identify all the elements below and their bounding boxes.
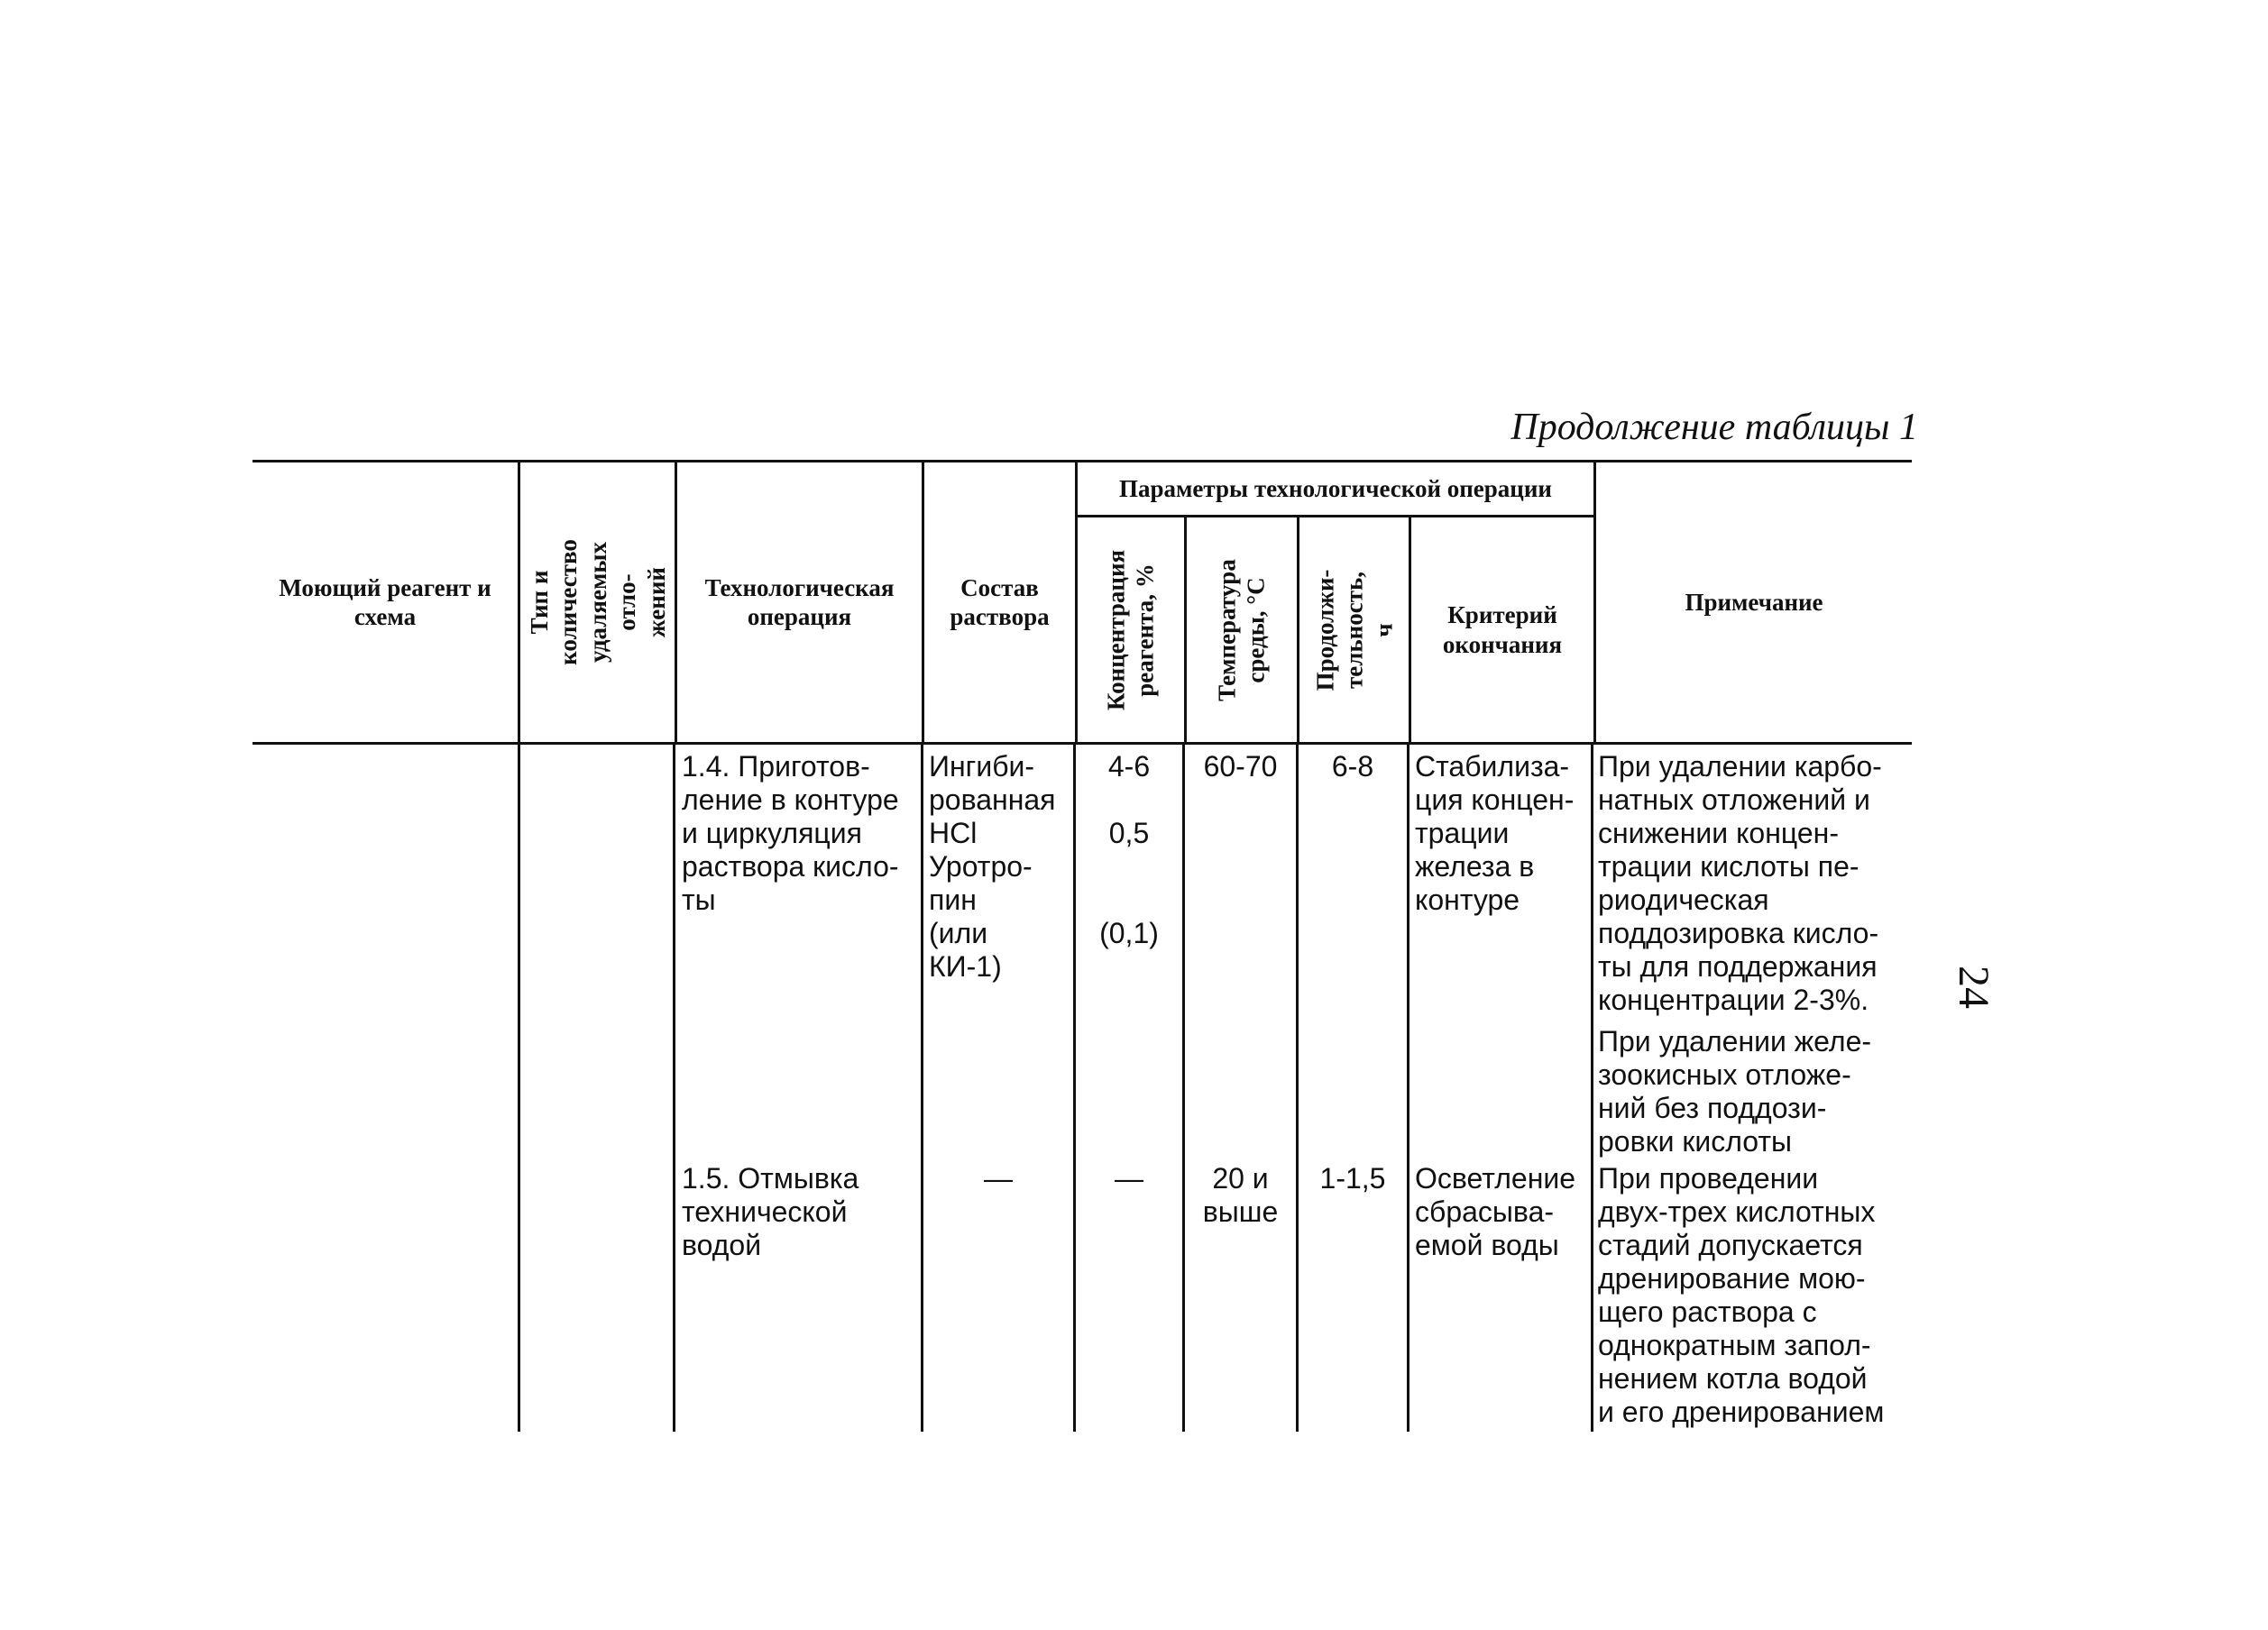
header-solution: [924, 462, 1075, 742]
row1-note-1: При удалении карбо- натных отложений и снижении концен- трации кислоты пе- риодическая поддозировка кисло- ты для поддержания концентрации 2-3%.: [1598, 750, 1882, 1016]
row1-operation: 1.4. Приготов- ление в контуре и циркуляция раствора кисло- ты: [682, 750, 899, 916]
header-reagent-label: Моющий реагент и схема: [279, 573, 491, 630]
header-criterion-label: Критерий окончания: [1442, 601, 1563, 658]
row1-concentration: 4-6 0,5 (0,1): [1099, 750, 1159, 949]
body-divider-7: [1407, 745, 1409, 1432]
row2-duration: 1-1,5: [1319, 1162, 1386, 1195]
row2-concentration: —: [1115, 1162, 1143, 1195]
row2-temperature: 20 и выше: [1202, 1162, 1279, 1228]
row1-criterion: Стабилиза- ция концен- трации железа в контуре: [1415, 750, 1575, 916]
header-concentration-label: Концентрация реагента, %: [1102, 549, 1159, 710]
row2-operation: 1.5. Отмывка технической водой: [682, 1162, 859, 1261]
body-divider-6: [1296, 745, 1299, 1432]
header-params-group-label: Параметры технологической операции: [1119, 474, 1552, 502]
header-bottom-rule: [253, 742, 1912, 745]
header-solution-label: Состав раствора: [950, 573, 1050, 630]
header-operation-label: Технологическая операция: [704, 573, 895, 630]
header-deposits: [520, 462, 675, 742]
row2-criterion: Осветление сбрасыва- емой воды: [1415, 1162, 1576, 1261]
header-temperature-label: Температура среды, °С: [1213, 558, 1270, 701]
row1-note-2: При удалении желе- зоокисных отложе- ний без поддози- ровки кислоты: [1598, 1025, 1872, 1158]
header-temperature: [1187, 517, 1297, 742]
header-note: [1596, 462, 1912, 742]
body-divider-5: [1182, 745, 1185, 1432]
body-divider-3: [921, 745, 923, 1432]
header-duration: [1299, 517, 1409, 742]
header-operation: [677, 462, 922, 742]
row1-duration: 6-8: [1331, 750, 1374, 783]
row2-note-1: При проведении двух-трех кислотных стадий допускается дренирование мою- щего раствора с однократным запол- нением котла водой и его дренированием: [1598, 1162, 1885, 1428]
header-params-group: [1078, 462, 1593, 515]
header-duration-label: Продолжи- тельность, ч: [1310, 569, 1397, 691]
body-divider-8: [1591, 745, 1593, 1432]
table-caption: Продолжение таблицы 1: [1510, 407, 1918, 448]
row1-solution: Ингиби- рованная HCl Уротро- пин (или КИ-1): [929, 750, 1056, 983]
row1-temperature: 60-70: [1203, 750, 1278, 783]
body-divider-2: [673, 745, 675, 1432]
header-deposits-label: Тип и количество удаляемых отло- жений: [525, 539, 670, 665]
page-number: 24: [1950, 966, 1997, 1009]
header-reagent: [253, 462, 518, 742]
header-concentration: [1078, 517, 1184, 742]
header-criterion: [1411, 517, 1593, 742]
row2-solution: —: [984, 1162, 1013, 1195]
header-note-label: Примечание: [1685, 588, 1823, 616]
body-divider-1: [518, 745, 520, 1432]
